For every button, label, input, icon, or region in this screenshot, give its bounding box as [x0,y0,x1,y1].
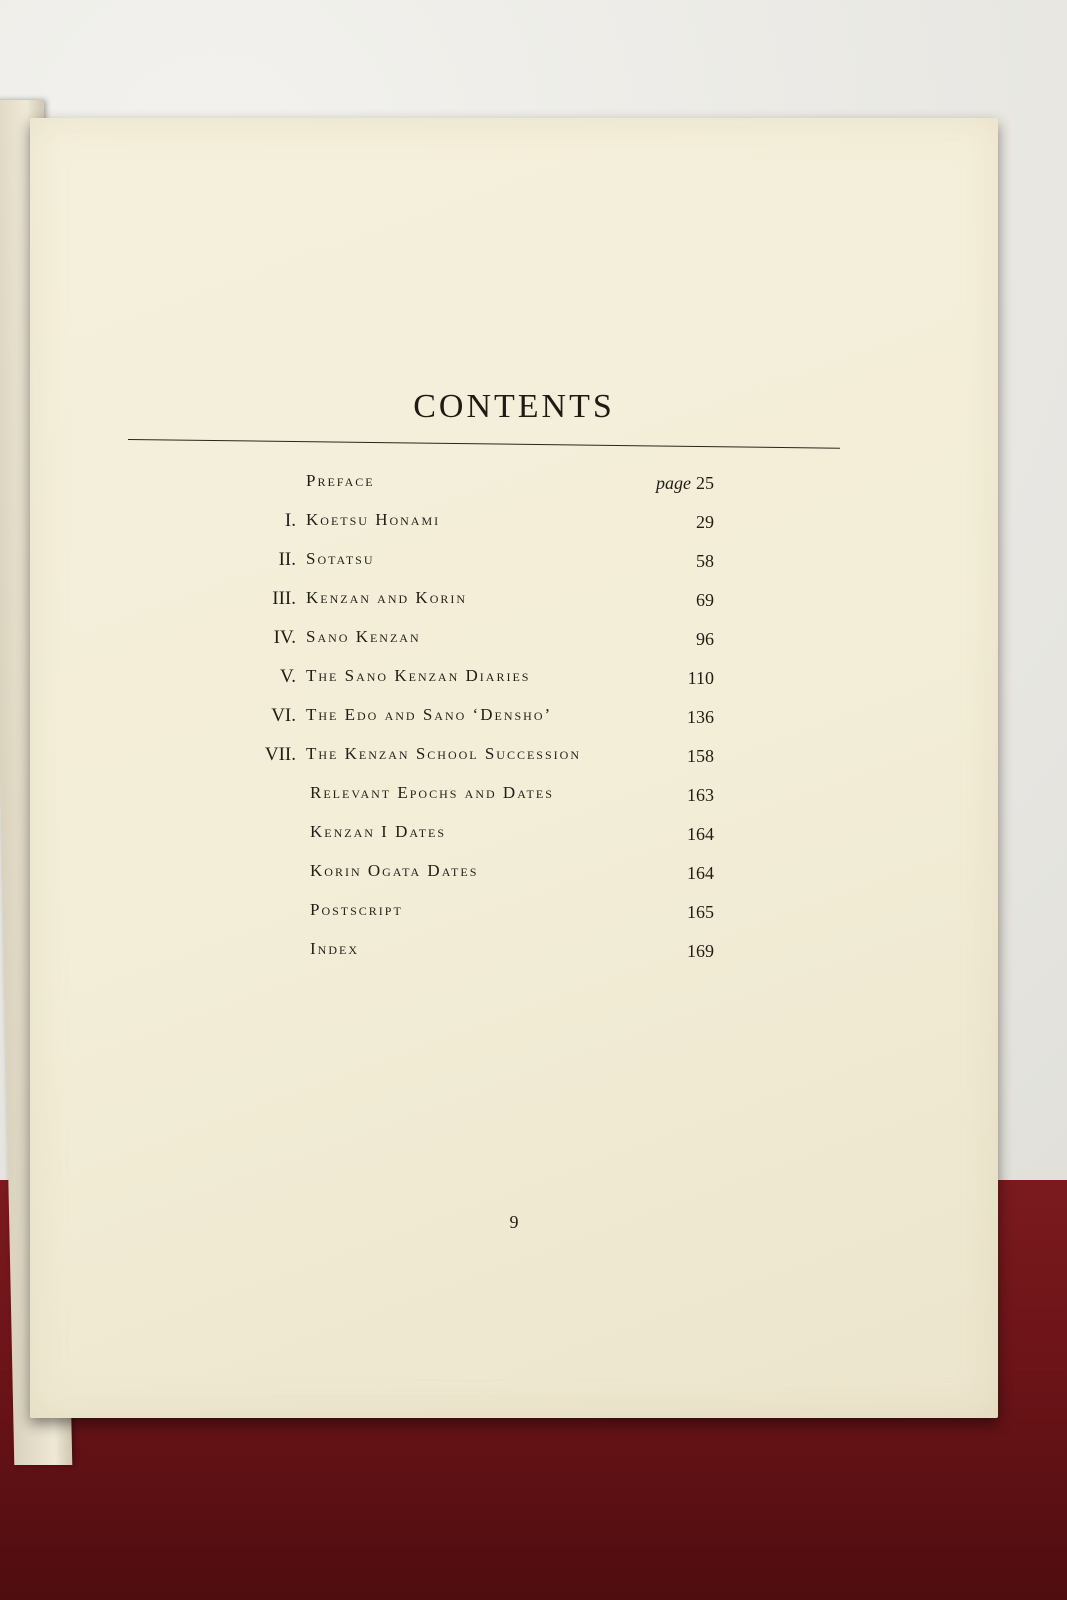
toc-entry-korin-dates [240,853,720,892]
toc-entry-title: The Kenzan School Succession [306,744,581,763]
toc-entry-kenzan-dates [240,814,720,853]
toc-entry-title: Index [310,939,359,958]
toc-entry-title: Koetsu Honami [306,510,441,529]
toc-entry-page: 58 [696,551,714,571]
toc-entry-title: Kenzan I Dates [310,822,447,841]
toc-entry-chapter-4 [240,619,720,658]
toc-entry-title: Relevant Epochs and Dates [310,783,554,802]
toc-entry-title: Preface [306,471,375,490]
toc-entry-page: 164 [687,863,714,883]
toc-entry-chapter-7 [240,736,720,775]
chapter-number: VII. [264,744,296,765]
folio-page-number: 9 [509,1212,519,1232]
toc-entry-chapter-1 [240,502,720,541]
toc-entry-page: 165 [687,902,714,922]
chapter-number: IV. [273,627,296,648]
toc-entry-epochs [240,775,720,814]
toc-entry-page: 96 [696,629,714,649]
chapter-number: V. [279,666,296,687]
toc-entry-page: 164 [687,824,714,844]
toc-entry-chapter-3 [240,580,720,619]
toc-entry-page: 158 [687,746,714,766]
chapter-number: II. [278,549,296,570]
toc-entry-page: 110 [687,668,714,688]
toc-entry-page: 169 [687,941,714,961]
toc-entry-title: The Edo and Sano ‘Densho’ [306,705,553,724]
toc-entry-preface [240,463,720,502]
toc-entry-chapter-6 [240,697,720,736]
page-prefix: page [656,473,691,493]
toc-entry-page: 163 [687,785,714,805]
toc-entry-postscript [240,892,720,931]
toc-entry-page: 69 [696,590,714,610]
toc-entry-page: 136 [687,707,714,727]
toc-entry-chapter-5 [240,658,720,697]
toc-entry-index [240,931,720,970]
page-number: 25 [696,473,714,493]
toc-entry-title: The Sano Kenzan Diaries [306,666,531,685]
toc-entry-title: Postscript [310,900,403,919]
chapter-number: VI. [271,705,296,726]
toc-entry-chapter-2 [240,541,720,580]
toc-entry-title: Korin Ogata Dates [310,861,479,880]
toc-entry-page [656,473,714,494]
contents-title: CONTENTS [413,388,615,425]
chapter-number: III. [272,588,296,609]
toc-entry-title: Sano Kenzan [306,627,421,646]
title-rule [128,439,840,449]
book-page [30,118,998,1418]
table-of-contents [240,463,720,970]
chapter-number: I. [284,510,296,531]
toc-entry-title: Sotatsu [306,549,375,568]
toc-entry-title: Kenzan and Korin [306,588,468,607]
toc-entry-page: 29 [696,512,714,532]
